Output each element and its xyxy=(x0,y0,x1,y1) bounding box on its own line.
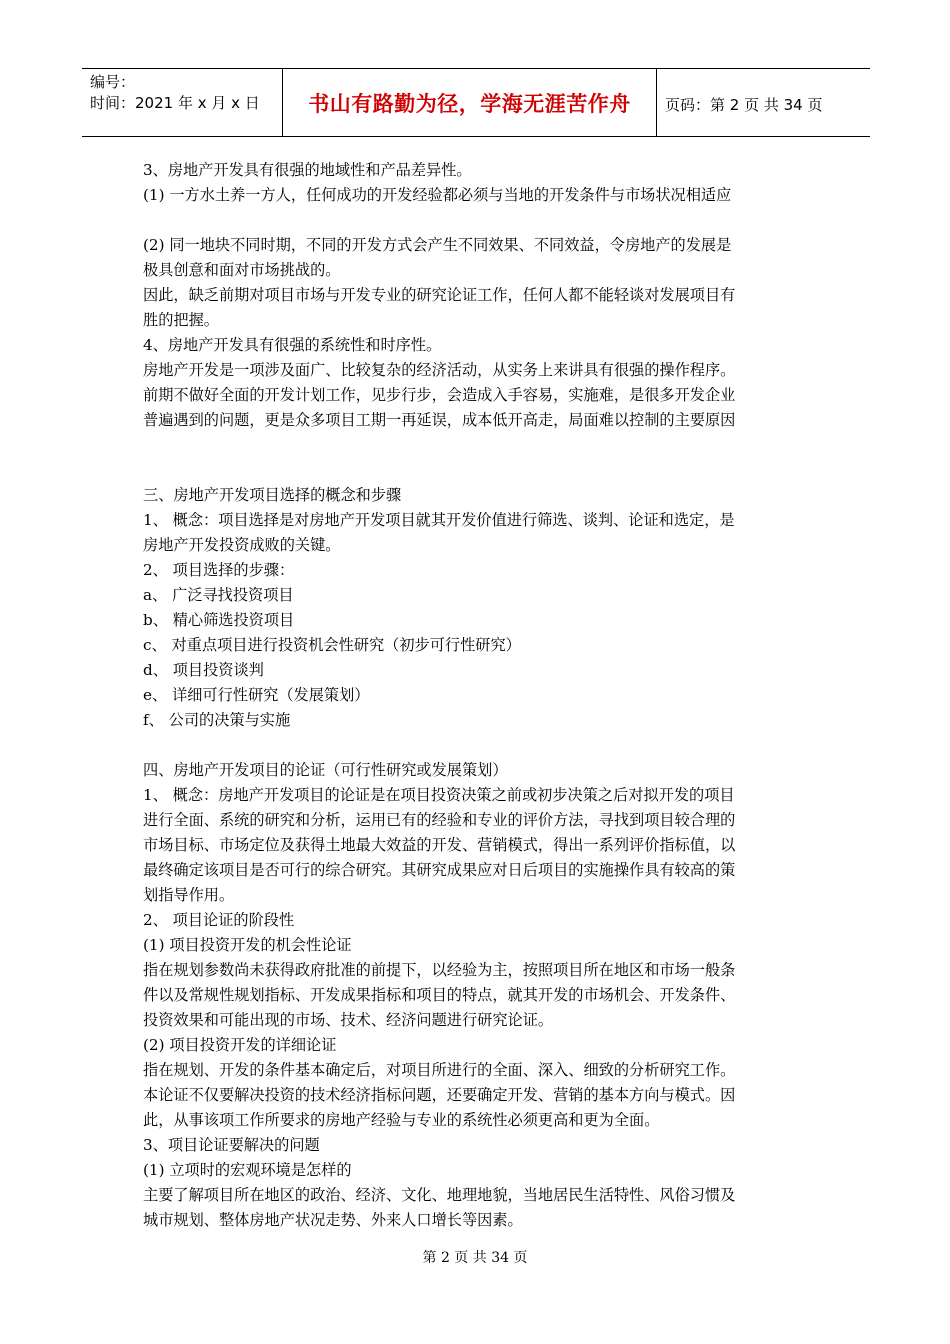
text-line: 三、房地产开发项目选择的概念和步骤 xyxy=(143,486,402,504)
blank-line xyxy=(143,208,815,233)
text-line: 胜的把握。 xyxy=(143,311,219,329)
text-line: 4、房地产开发具有很强的系统性和时序性。 xyxy=(143,336,442,354)
text-line: 房地产开发是一项涉及面广、比较复杂的经济活动，从实务上来讲具有很强的操作程序。 xyxy=(143,361,736,379)
text-line: (1) 立项时的宏观环境是怎样的 xyxy=(143,1161,352,1179)
text-line: 2、 项目论证的阶段性 xyxy=(143,911,295,929)
text-line: 件以及常规性规划指标、开发成果指标和项目的特点，就其开发的市场机会、开发条件、 xyxy=(143,986,736,1004)
text-line: (2) 同一地块不同时期，不同的开发方式会产生不同效果、不同效益，令房地产的发展是 xyxy=(143,236,732,254)
text-line: c、 对重点项目进行投资机会性研究（初步可行性研究） xyxy=(143,636,521,654)
text-line: b、 精心筛选投资项目 xyxy=(143,611,295,629)
text-line: 极具创意和面对市场挑战的。 xyxy=(143,261,341,279)
text-line: 2、 项目选择的步骤： xyxy=(143,561,295,579)
text-line: 此，从事该项工作所要求的房地产经验与专业的系统性必须更高和更为全面。 xyxy=(143,1111,660,1129)
text-line: 划指导作用。 xyxy=(143,886,235,904)
header-motto-cell xyxy=(283,69,657,136)
text-line: 市场目标、市场定位及获得土地最大效益的开发、营销模式，得出一系列评价指标值，以 xyxy=(143,836,736,854)
text-line: 主要了解项目所在地区的政治、经济、文化、地理地貌，当地居民生活特性、风俗习惯及 xyxy=(143,1186,736,1204)
blank-line xyxy=(143,733,815,758)
text-line: 1、 概念：项目选择是对房地产开发项目就其开发价值进行筛选、谈判、论证和选定，是 xyxy=(143,511,735,529)
text-line: 前期不做好全面的开发计划工作，见步行步，会造成入手容易，实施难，是很多开发企业 xyxy=(143,386,736,404)
text-line: (1) 一方水土养一方人，任何成功的开发经验都必须与当地的开发条件与市场状况相适应 xyxy=(143,186,732,204)
page-footer-number: 第 2 页 共 34 页 xyxy=(422,1250,528,1266)
text-line: 1、 概念：房地产开发项目的论证是在项目投资决策之前或初步决策之后对拟开发的项目 xyxy=(143,786,735,804)
document-body xyxy=(143,158,815,1233)
document-date-label: 时间：2021 年 x 月 x 日 xyxy=(90,94,260,112)
text-line: 因此，缺乏前期对项目市场与开发专业的研究论证工作，任何人都不能轻谈对发展项目有 xyxy=(143,286,736,304)
page-header xyxy=(82,68,870,137)
text-line: 最终确定该项目是否可行的综合研究。其研究成果应对日后项目的实施操作具有较高的策 xyxy=(143,861,736,879)
blank-line xyxy=(143,458,815,483)
text-line: 3、项目论证要解决的问题 xyxy=(143,1136,320,1154)
text-line: (1) 项目投资开发的机会性论证 xyxy=(143,936,352,954)
text-line: 房地产开发投资成败的关键。 xyxy=(143,536,341,554)
text-line: e、 详细可行性研究（发展策划） xyxy=(143,686,370,704)
document-number-label: 编号： xyxy=(90,73,136,91)
text-line: d、 项目投资谈判 xyxy=(143,661,264,679)
text-line: 3、房地产开发具有很强的地域性和产品差异性。 xyxy=(143,161,472,179)
text-line: 投资效果和可能出现的市场、技术、经济问题进行研究论证。 xyxy=(143,1011,554,1029)
blank-line xyxy=(143,433,815,458)
text-line: 普遍遇到的问题，更是众多项目工期一再延误，成本低开高走，局面难以控制的主要原因 xyxy=(143,411,736,429)
header-page-number: 页码：第 2 页 共 34 页 xyxy=(665,96,823,114)
header-page-cell xyxy=(657,69,870,136)
text-line: 进行全面、系统的研究和分析，运用已有的经验和专业的评价方法，寻找到项目较合理的 xyxy=(143,811,736,829)
text-line: 本论证不仅要解决投资的技术经济指标问题，还要确定开发、营销的基本方向与模式。因 xyxy=(143,1086,736,1104)
text-line: 指在规划、开发的条件基本确定后，对项目所进行的全面、深入、细致的分析研究工作。 xyxy=(143,1061,736,1079)
text-line: 指在规划参数尚未获得政府批准的前提下，以经验为主，按照项目所在地区和市场一般条 xyxy=(143,961,736,979)
text-line: 城市规划、整体房地产状况走势、外来人口增长等因素。 xyxy=(143,1211,523,1229)
text-line: a、 广泛寻找投资项目 xyxy=(143,586,294,604)
text-line: f、 公司的决策与实施 xyxy=(143,711,291,729)
header-info-cell xyxy=(82,69,283,136)
text-line: 四、房地产开发项目的论证（可行性研究或发展策划） xyxy=(143,761,508,779)
header-motto: 书山有路勤为径，学海无涯苦作舟 xyxy=(308,92,631,116)
text-line: (2) 项目投资开发的详细论证 xyxy=(143,1036,337,1054)
